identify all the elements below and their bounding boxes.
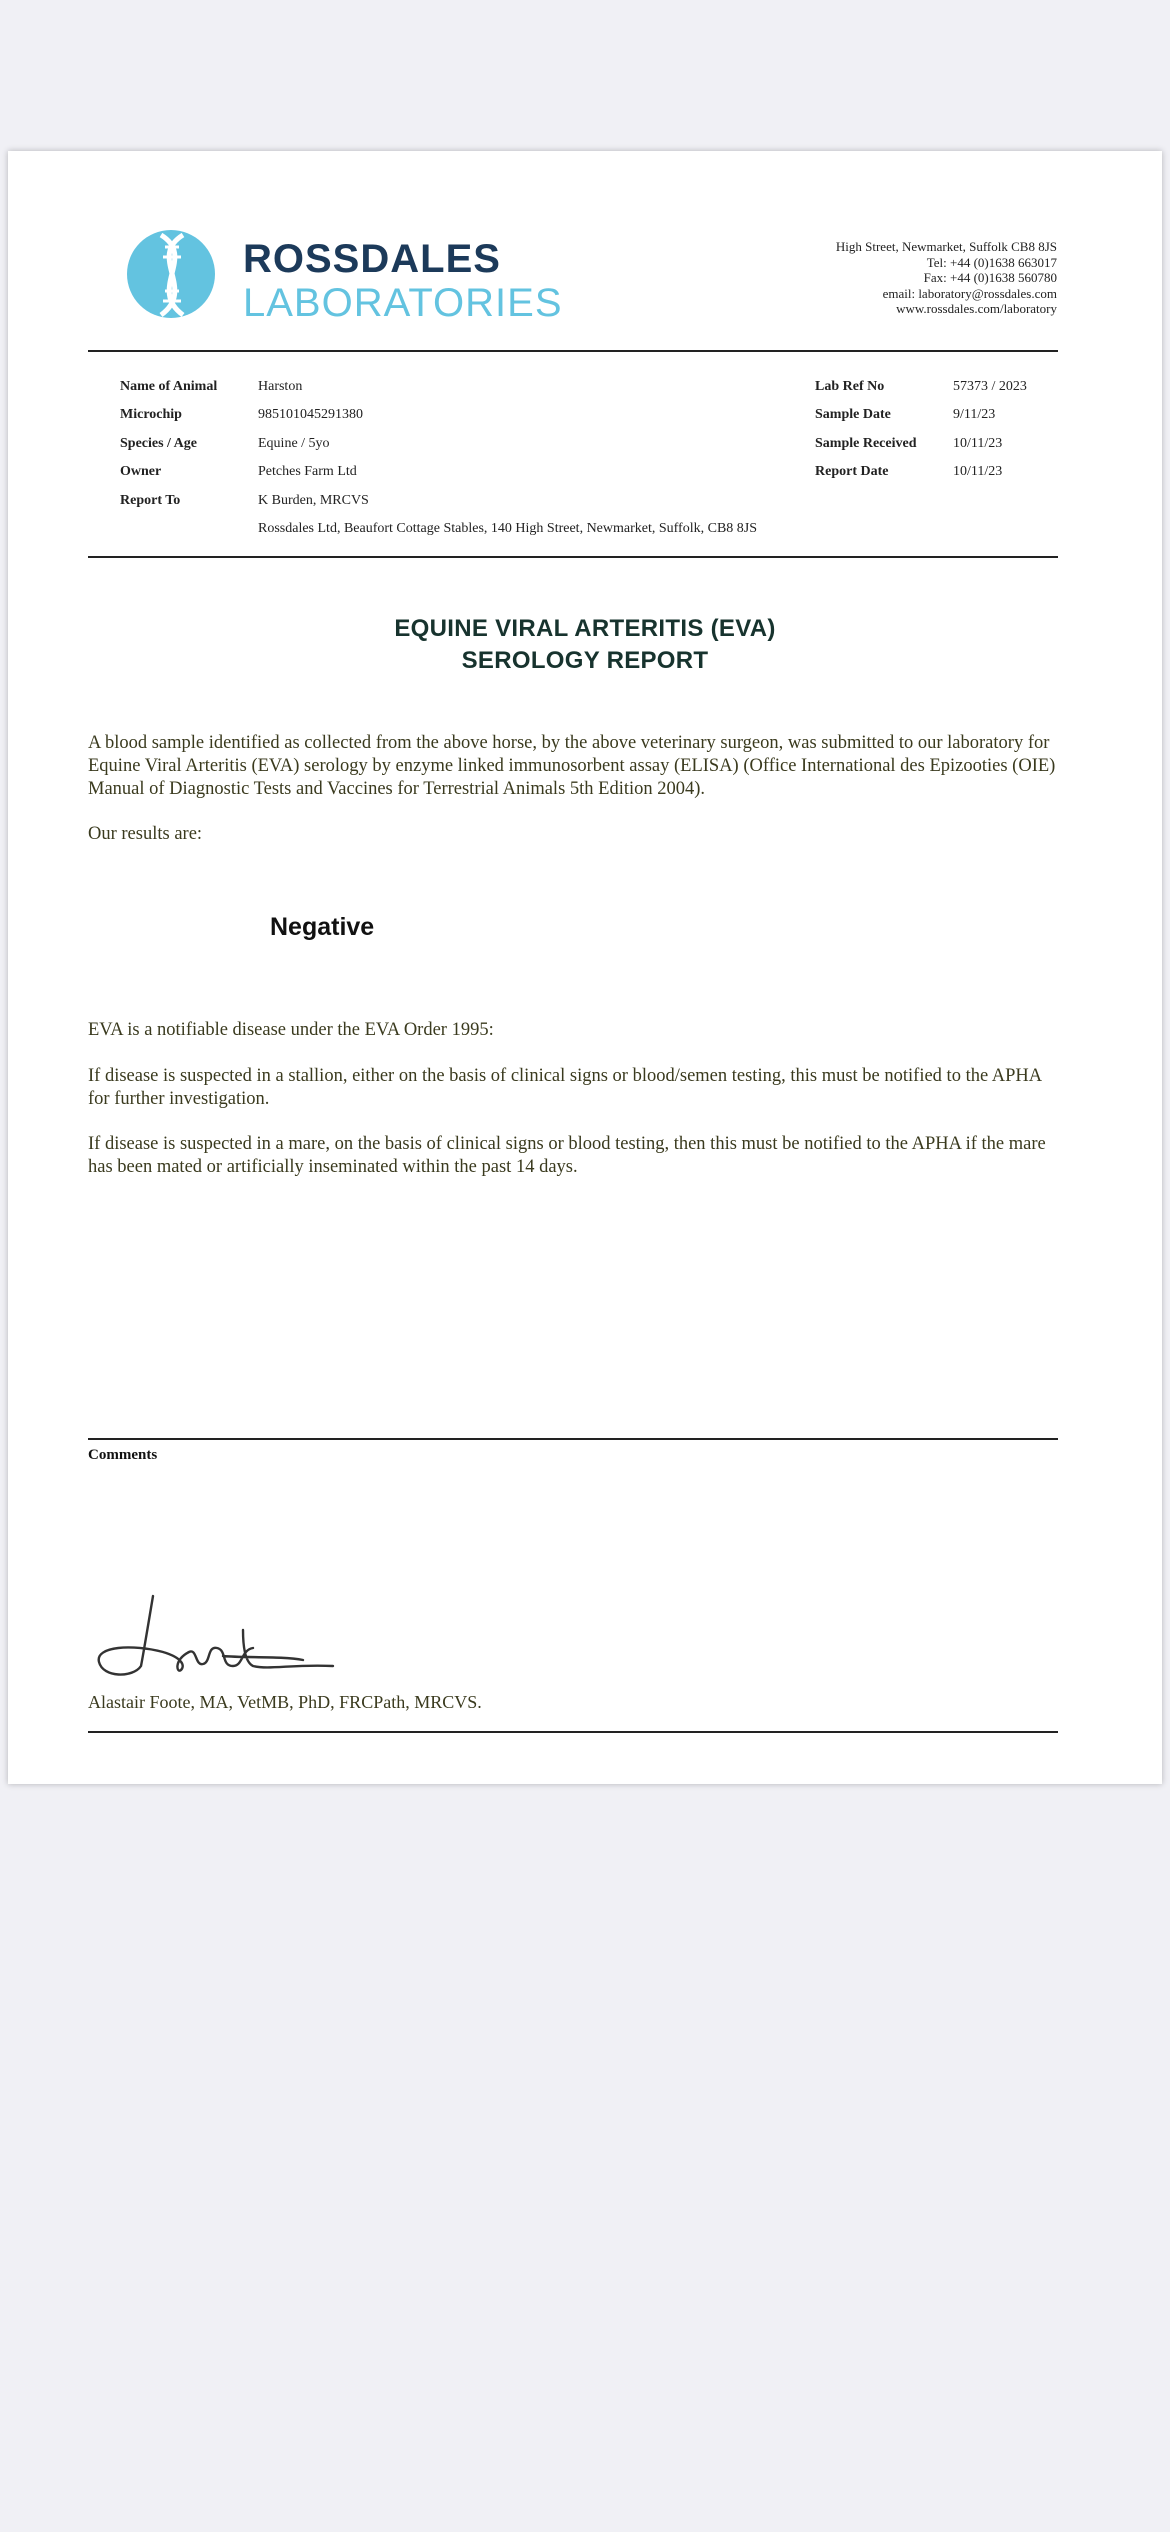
lab-contact-block xyxy=(836,239,1057,317)
detail-value: 985101045291380 xyxy=(258,407,363,422)
detail-label: Report To xyxy=(120,493,181,508)
detail-value: 10/11/23 xyxy=(953,464,1003,479)
signatory-name: Alastair Foote, MA, VetMB, PhD, FRCPath, MRCVS. xyxy=(88,1692,482,1712)
logo xyxy=(127,227,597,323)
brand-line2: LABORATORIES xyxy=(243,281,563,325)
detail-value: 57373 / 2023 xyxy=(953,379,1027,394)
address-line: High Street, Newmarket, Suffolk CB8 8JS xyxy=(835,239,1057,254)
notifiable-note: EVA is a notifiable disease under the EVA Order 1995: xyxy=(88,1020,494,1040)
report-title-line2: SEROLOGY REPORT xyxy=(461,647,709,674)
email-line: email: laboratory@rossdales.com xyxy=(882,285,1057,301)
dna-helix-icon xyxy=(127,227,223,323)
detail-label: Owner xyxy=(120,464,162,479)
intro-paragraph: A blood sample identified as collected from the above horse, by the above veterinary surgeon, was submitted to our laboratory for Equine Viral Arteritis (EVA) serology by enzyme linked immunosorbent assay (ELISA) (Office International des Epizooties (OIE) Manual of Diagnostic Tests and Vaccines for Terrestrial Animals 5th Edition 2004). xyxy=(88,733,1056,799)
fax-line: Fax: +44 (0)1638 560780 xyxy=(923,270,1057,285)
report-title xyxy=(8,613,1162,677)
results-intro: Our results are: xyxy=(88,824,203,844)
detail-label: Species / Age xyxy=(120,436,197,451)
report-page xyxy=(8,151,1162,1784)
detail-label: Lab Ref No xyxy=(815,379,885,394)
detail-label: Name of Animal xyxy=(120,379,218,394)
phone-line: Tel: +44 (0)1638 663017 xyxy=(926,254,1057,270)
brand-line1: ROSSDALES xyxy=(243,237,501,281)
website-line: www.rossdales.com/laboratory xyxy=(896,301,1057,316)
header-divider xyxy=(88,350,1058,352)
signature xyxy=(93,1586,353,1686)
detail-label: Microchip xyxy=(120,407,182,422)
detail-value: Harston xyxy=(258,379,303,394)
comments-divider xyxy=(88,1438,1058,1440)
comments-label: Comments xyxy=(88,1447,158,1463)
detail-value: 10/11/23 xyxy=(953,436,1003,451)
detail-label: Sample Received xyxy=(815,436,917,451)
detail-label: Report Date xyxy=(815,464,889,479)
detail-value: 9/11/23 xyxy=(953,407,996,422)
test-result: Negative xyxy=(270,913,375,941)
footer-divider xyxy=(88,1731,1058,1733)
detail-value: K Burden, MRCVS xyxy=(258,493,369,508)
report-title-line1: EQUINE VIRAL ARTERITIS (EVA) xyxy=(394,615,776,642)
mare-note: If disease is suspected in a mare, on the basis of clinical signs or blood testing, then this must be notified to the APHA if the mare has been mated or artificially inseminated within the past 14 days. xyxy=(88,1134,1046,1177)
detail-value: Petches Farm Ltd xyxy=(258,464,357,479)
detail-value: Equine / 5yo xyxy=(258,436,330,451)
stallion-note: If disease is suspected in a stallion, either on the basis of clinical signs or blood/semen testing, this must be notified to the APHA for further investigation. xyxy=(88,1066,1042,1109)
detail-label: Sample Date xyxy=(815,407,891,422)
report-to-address: Rossdales Ltd, Beaufort Cottage Stables, 140 High Street, Newmarket, Suffolk, CB8 8JS xyxy=(258,521,758,536)
details-divider xyxy=(88,556,1058,558)
brand-name xyxy=(243,239,563,323)
